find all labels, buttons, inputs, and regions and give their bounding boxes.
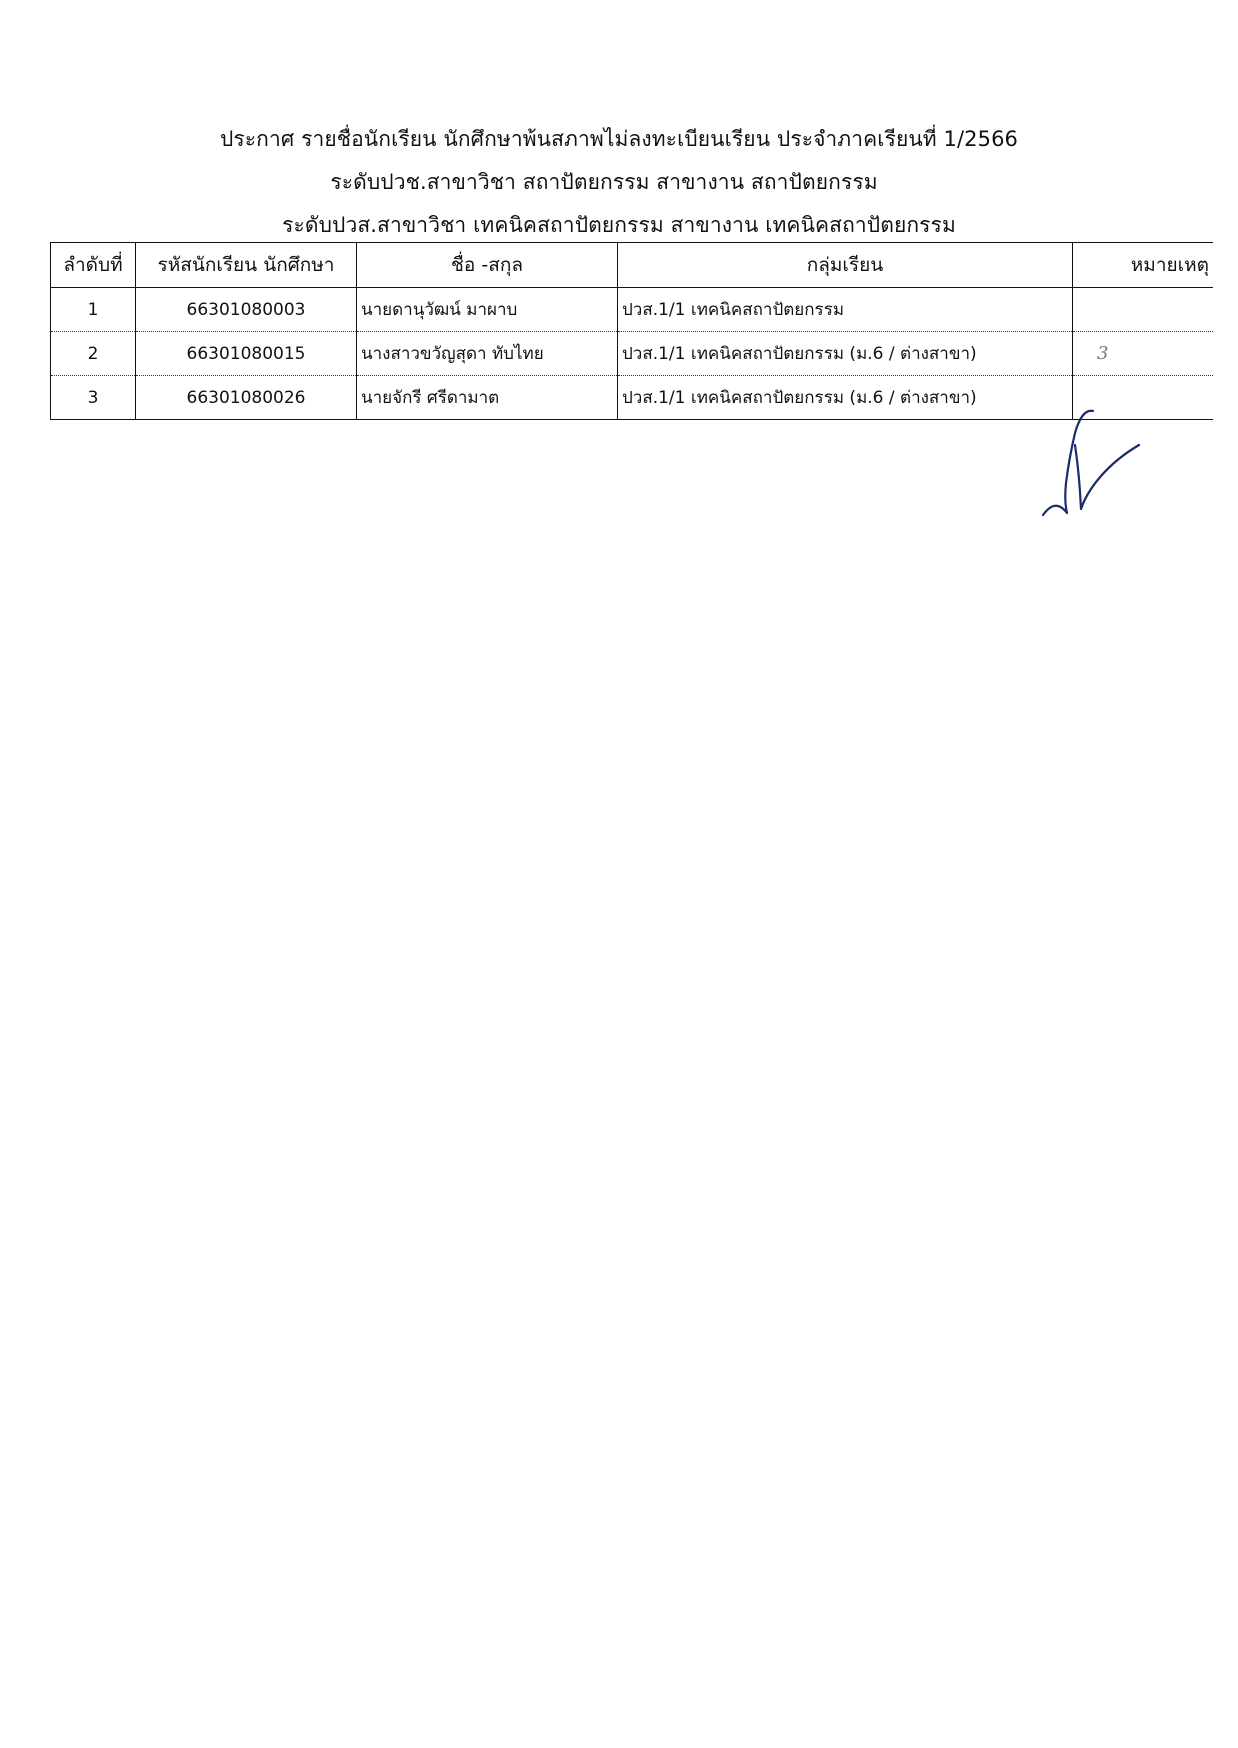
cell-name: นายดานุวัฒน์ มาผาบ [357,288,618,332]
header-name: ชื่อ -สกุล [357,243,618,288]
table-row [51,288,1214,332]
table-header-row [51,243,1214,288]
cell-student-id: 66301080003 [136,288,357,332]
header-student-id: รหัสนักเรียน นักศึกษา [136,243,357,288]
heading-vocational-certificate: ระดับปวช.สาขาวิชา สถาปัตยกรรม สาขางาน สถาปัตยกรรม [330,170,878,194]
student-table [50,242,1213,420]
header-note: หมายเหตุ [1073,243,1214,288]
cell-name: นางสาวขวัญสุดา ทับไทย [357,332,618,376]
handwritten-signature [1035,405,1145,525]
cell-note [1073,332,1214,376]
cell-note [1073,288,1214,332]
cell-no: 2 [51,332,136,376]
heading-title: ประกาศ รายชื่อนักเรียน นักศึกษาพ้นสภาพไม่ลงทะเบียนเรียน ประจำภาคเรียนที่ 1/2566 [219,127,1019,151]
note-mark: 3 [1097,343,1109,364]
table-row [51,332,1214,376]
cell-no: 3 [51,376,136,420]
cell-group: ปวส.1/1 เทคนิคสถาปัตยกรรม (ม.6 / ต่างสาขา) [618,332,1073,376]
cell-name: นายจักรี ศรีดามาต [357,376,618,420]
heading-high-vocational-certificate: ระดับปวส.สาขาวิชา เทคนิคสถาปัตยกรรม สาขางาน เทคนิคสถาปัตยกรรม [282,213,956,237]
cell-student-id: 66301080015 [136,332,357,376]
header-group: กลุ่มเรียน [618,243,1073,288]
cell-student-id: 66301080026 [136,376,357,420]
cell-group: ปวส.1/1 เทคนิคสถาปัตยกรรม (ม.6 / ต่างสาขา) [618,376,1073,420]
announcement-heading [0,118,1238,247]
header-no: ลำดับที่ [51,243,136,288]
cell-group: ปวส.1/1 เทคนิคสถาปัตยกรรม [618,288,1073,332]
cell-no: 1 [51,288,136,332]
